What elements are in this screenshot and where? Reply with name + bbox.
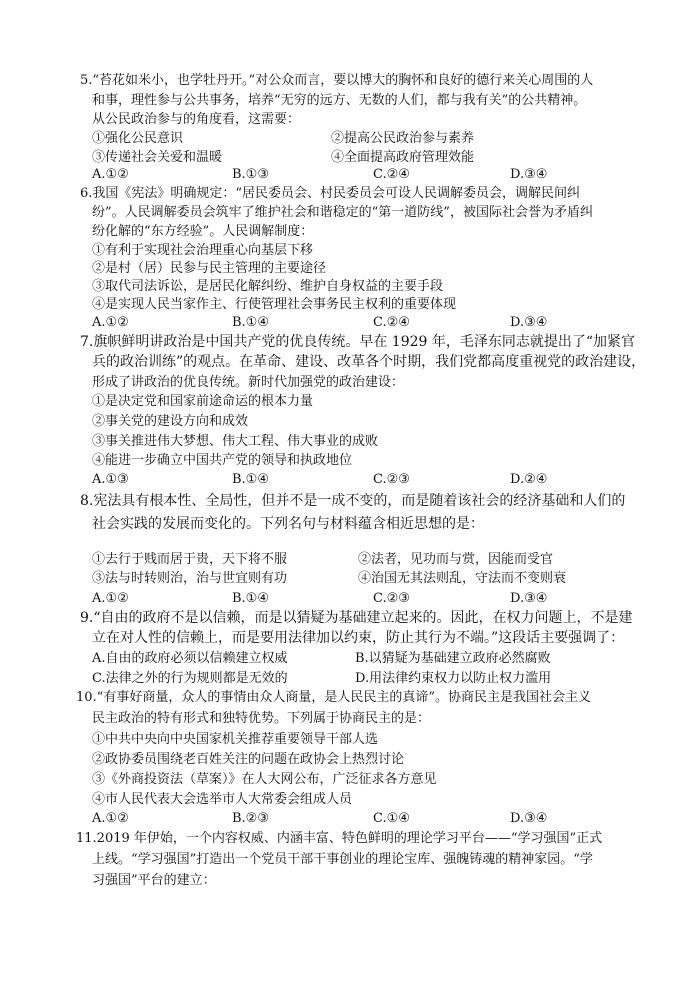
option-d: D.用法律约束权力以防止权力滥用: [355, 671, 552, 686]
answer-item: ④能进一步确立中国共产党的领导和执政地位: [92, 453, 353, 468]
option-a: A.①③: [92, 472, 129, 487]
answer-item: ①有利于实现社会治理重心向基层下移: [92, 243, 314, 258]
answer-item: ①中共中央向中央国家机关推荐重要领导干部人选: [92, 732, 379, 747]
option-a: A.①②: [92, 811, 129, 826]
option-d: D.③④: [510, 167, 548, 182]
question-stem-line: 7.旗帜鲜明讲政治是中国共产党的优良传统。早在 1929 年，毛泽东同志就提出了“加紧官: [80, 334, 636, 350]
option-a: A.①②: [92, 315, 129, 330]
answer-item: ③取代司法诉讼，是居民化解纠纷、维护自身权益的主要手段: [92, 279, 444, 294]
option-c: C.②③: [373, 591, 410, 606]
question-stem-line: 纷”。人民调解委员会筑牢了维护社会和谐稳定的“第一道防线”，被国际社会誉为矛盾纠: [92, 205, 593, 220]
answer-item: ③《外商投资法（草案）》在人大网公布，广泛征求各方意见: [92, 772, 437, 787]
question-stem-line: 习强国”平台的建立：: [92, 873, 216, 888]
question-stem-line: 形成了讲政治的优良传统。新时代加强党的政治建设：: [92, 375, 405, 390]
question-stem-line: 社会实践的发展而变化的。下列名句与材料蕴含相近思想的是：: [92, 516, 484, 532]
question-stem-line: 8.宪法具有根本性、全局性，但并不是一成不变的，而是随着该社会的经济基础和人们的: [80, 493, 626, 509]
answer-item: ③法与时转则治，治与世宜则有功: [92, 571, 288, 586]
option-c: C.②④: [373, 167, 410, 182]
question-stem-line: 兵的政治训练”的观点。在革命、建设、改革各个时期，我们党都高度重视党的政治建设，: [92, 354, 646, 370]
answer-item: ②是村（居）民参与民主管理的主要途径: [92, 261, 327, 276]
option-c: C.②③: [373, 472, 410, 487]
option-b: B.①④: [232, 591, 269, 606]
option-d: D.②④: [510, 472, 548, 487]
answer-item: ③传递社会关爱和温暖: [92, 150, 223, 165]
question-stem-line: 立在对人性的信赖上，而是要用法律加以约束，防止其行为不端。”这段话主要强调了：: [92, 630, 625, 646]
answer-item: ④全面提高政府管理效能: [331, 150, 475, 165]
question-stem-line: 10.“有事好商量，众人的事情由众人商量，是人民民主的真谛”。协商民主是我国社会主义: [76, 690, 591, 705]
question-stem-line: 纷化解的“东方经验”。人民调解制度：: [92, 224, 314, 239]
question-stem-line: 上线。“学习强国”打造出一个党员干部干事创业的理论宝库、强魄铸魂的精神家园。“学: [92, 852, 593, 867]
option-c: C.①④: [373, 811, 410, 826]
question-stem-line: 6.我国《宪法》明确规定：“居民委员会、村民委员会可设人民调解委员会，调解民间纠: [80, 186, 581, 201]
answer-item: ②事关党的建设方向和成效: [92, 414, 249, 429]
question-stem-line: 从公民政治参与的角度看，这需要：: [92, 112, 301, 127]
question-stem-line: 9.“自由的政府不是以信赖，而是以猜疑为基础建立起来的。因此，在权力问题上，不是建: [80, 610, 633, 626]
answer-item: ①强化公民意识: [92, 131, 184, 146]
option-a: A.①②: [92, 167, 129, 182]
answer-item: ④市人民代表大会选举市人大常委会组成人员: [92, 792, 353, 807]
question-stem-line: 民主政治的特有形式和独特优势。下列属于协商民主的是：: [92, 711, 431, 726]
option-d: D.③④: [510, 811, 548, 826]
option-d: D.③④: [510, 591, 548, 606]
option-d: D.③④: [510, 315, 548, 330]
option-c: C.②④: [373, 315, 410, 330]
option-a: A.①②: [92, 591, 129, 606]
answer-item: ①是决定党和国家前途命运的根本力量: [92, 394, 314, 409]
option-b: B.②③: [232, 811, 269, 826]
option-b: B.①④: [232, 472, 269, 487]
question-stem-line: 5.“苔花如米小，也学牡丹开。”对公众而言，要以博大的胸怀和良好的德行来关心周围的人: [80, 73, 594, 88]
option-c: C.法律之外的行为规则都是无效的: [92, 671, 288, 686]
question-stem-line: 11.2019 年伊始，一个内容权威、内涵丰富、特色鲜明的理论学习平台——“学习强国”正式: [76, 831, 603, 846]
option-b: B.以猜疑为基础建立政府必然腐败: [355, 651, 551, 666]
answer-item: ③事关推进伟大梦想、伟大工程、伟大事业的成败: [92, 434, 379, 449]
answer-item: ②政协委员围绕老百姓关注的问题在政协会上热烈讨论: [92, 752, 405, 767]
option-a: A.自由的政府必须以信赖建立权威: [92, 651, 288, 666]
option-b: B.①③: [232, 167, 269, 182]
answer-item: ②法者，见功而与赏，因能而受官: [358, 552, 554, 567]
option-b: B.①④: [232, 315, 269, 330]
answer-item: ④治国无其法则乱，守法而不变则衰: [358, 571, 567, 586]
answer-item: ②提高公民政治参与素养: [331, 131, 475, 146]
question-stem-line: 和事，理性参与公共事务，培养“无穷的远方、无数的人们，都与我有关”的公共精神。: [92, 93, 587, 108]
answer-item: ④是实现人民当家作主、行使管理社会事务民主权利的重要体现: [92, 297, 457, 312]
answer-item: ①去行于贱而居于贵，天下将不服: [92, 552, 288, 567]
